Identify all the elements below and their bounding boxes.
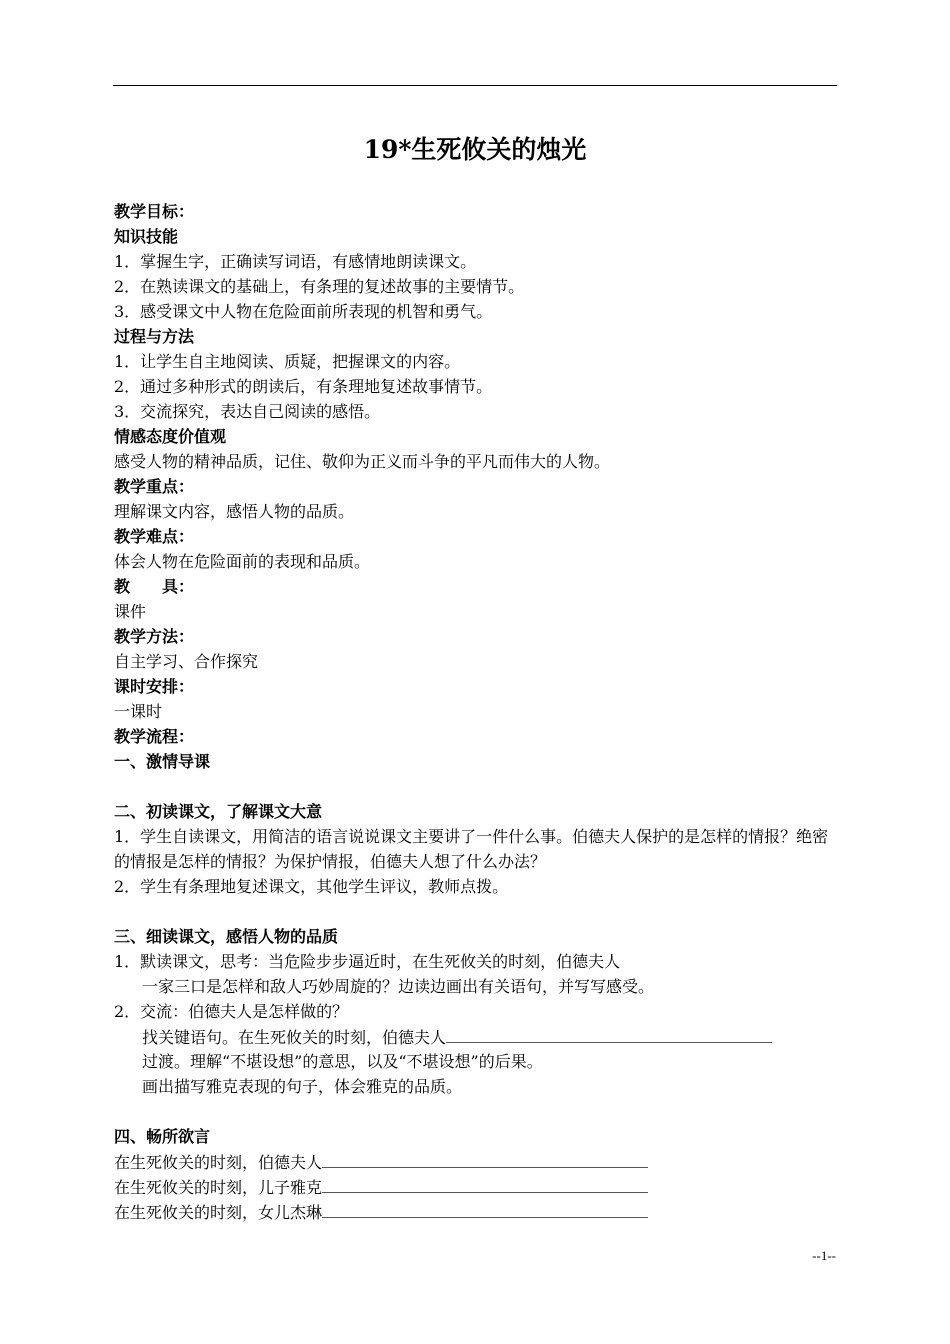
fill-blank-line[interactable]: [446, 1024, 772, 1043]
step4-heading: 四、畅所欲言: [114, 1127, 211, 1146]
page-title: 19*生死攸关的烛光: [363, 135, 587, 164]
step1-heading: 一、激情导课: [114, 752, 211, 771]
document-body: [114, 199, 838, 1224]
step3-subitem: [114, 1024, 838, 1049]
process-heading: 过程与方法: [114, 327, 195, 346]
knowledge-item: 2．在熟读课文的基础上，有条理的复述故事的主要情节。: [114, 277, 525, 296]
schedule-text: 一课时: [114, 702, 163, 721]
process-item: 2．通过多种形式的朗读后，有条理地复述故事情节。: [114, 377, 493, 396]
emotion-heading: 情感态度价值观: [114, 427, 227, 446]
step4-line: [114, 1174, 838, 1199]
step4-line: [114, 1149, 838, 1174]
spacer: [114, 774, 838, 799]
knowledge-heading: 知识技能: [114, 227, 179, 246]
key-point-label: 教学重点：: [114, 477, 195, 496]
difficulty-label: 教学难点：: [114, 527, 195, 546]
process-item: 3．交流探究，表达自己阅读的感悟。: [114, 402, 381, 421]
step3-subitem: 过渡。理解“不堪设想”的意思，以及“不堪设想”的后果。: [142, 1052, 543, 1071]
step3-subitem: 画出描写雅克表现的句子，体会雅克的品质。: [142, 1077, 463, 1096]
page-number: --1--: [812, 1248, 836, 1263]
step4-line-text: 在生死攸关的时刻，儿子雅克: [114, 1178, 323, 1197]
spacer: [114, 1099, 838, 1124]
step3-heading: 三、细读课文，感悟人物的品质: [114, 927, 339, 946]
knowledge-item: 1．掌握生字，正确读写词语，有感情地朗读课文。: [114, 252, 477, 271]
step2-item: 1．学生自读课文，用简洁的语言说说课文主要讲了一件什么事。伯德夫人保护的是怎样的情报？绝密的情报是怎样的情报？为保护情报，伯德夫人想了什么办法？: [114, 827, 829, 871]
knowledge-item: 3．感受课文中人物在危险面前所表现的机智和勇气。: [114, 302, 493, 321]
step4-line-text: 在生死攸关的时刻，女儿杰琳: [114, 1203, 323, 1222]
fill-blank-line[interactable]: [322, 1199, 648, 1218]
fill-blank-line[interactable]: [322, 1149, 648, 1168]
step4-line-text: 在生死攸关的时刻，伯德夫人: [114, 1153, 323, 1172]
header-rule: [113, 85, 837, 86]
method-text: 自主学习、合作探究: [114, 652, 259, 671]
method-label: 教学方法：: [114, 627, 195, 646]
step2-item: 2．学生有条理地复述课文，其他学生评议，教师点拨。: [114, 877, 509, 896]
step4-line: [114, 1199, 838, 1224]
difficulty-text: 体会人物在危险面前的表现和品质。: [114, 552, 371, 571]
key-point-text: 理解课文内容，感悟人物的品质。: [114, 502, 355, 521]
fill-blank-line[interactable]: [322, 1174, 648, 1193]
flow-label: 教学流程：: [114, 727, 195, 746]
step2-heading: 二、初读课文，了解课文大意: [114, 802, 323, 821]
tools-label: 教 具：: [114, 577, 195, 596]
emotion-text: 感受人物的精神品质，记住、敬仰为正义而斗争的平凡而伟大的人物。: [114, 452, 611, 471]
spacer: [114, 899, 838, 924]
process-item: 1．让学生自主地阅读、质疑，把握课文的内容。: [114, 352, 461, 371]
step3-subitem-text: 找关键语句。在生死攸关的时刻，伯德夫人: [142, 1028, 447, 1047]
goals-label: 教学目标：: [114, 202, 195, 221]
tools-text: 课件: [114, 602, 147, 621]
step3-item: 1．默读课文，思考：当危险步步逼近时，在生死攸关的时刻，伯德夫人: [114, 952, 621, 971]
step3-item: 2．交流：伯德夫人是怎样做的？: [114, 1002, 349, 1021]
schedule-label: 课时安排：: [114, 677, 195, 696]
step3-item-continued: 一家三口是怎样和敌人巧妙周旋的？边读边画出有关语句，并写写感受。: [142, 977, 655, 996]
